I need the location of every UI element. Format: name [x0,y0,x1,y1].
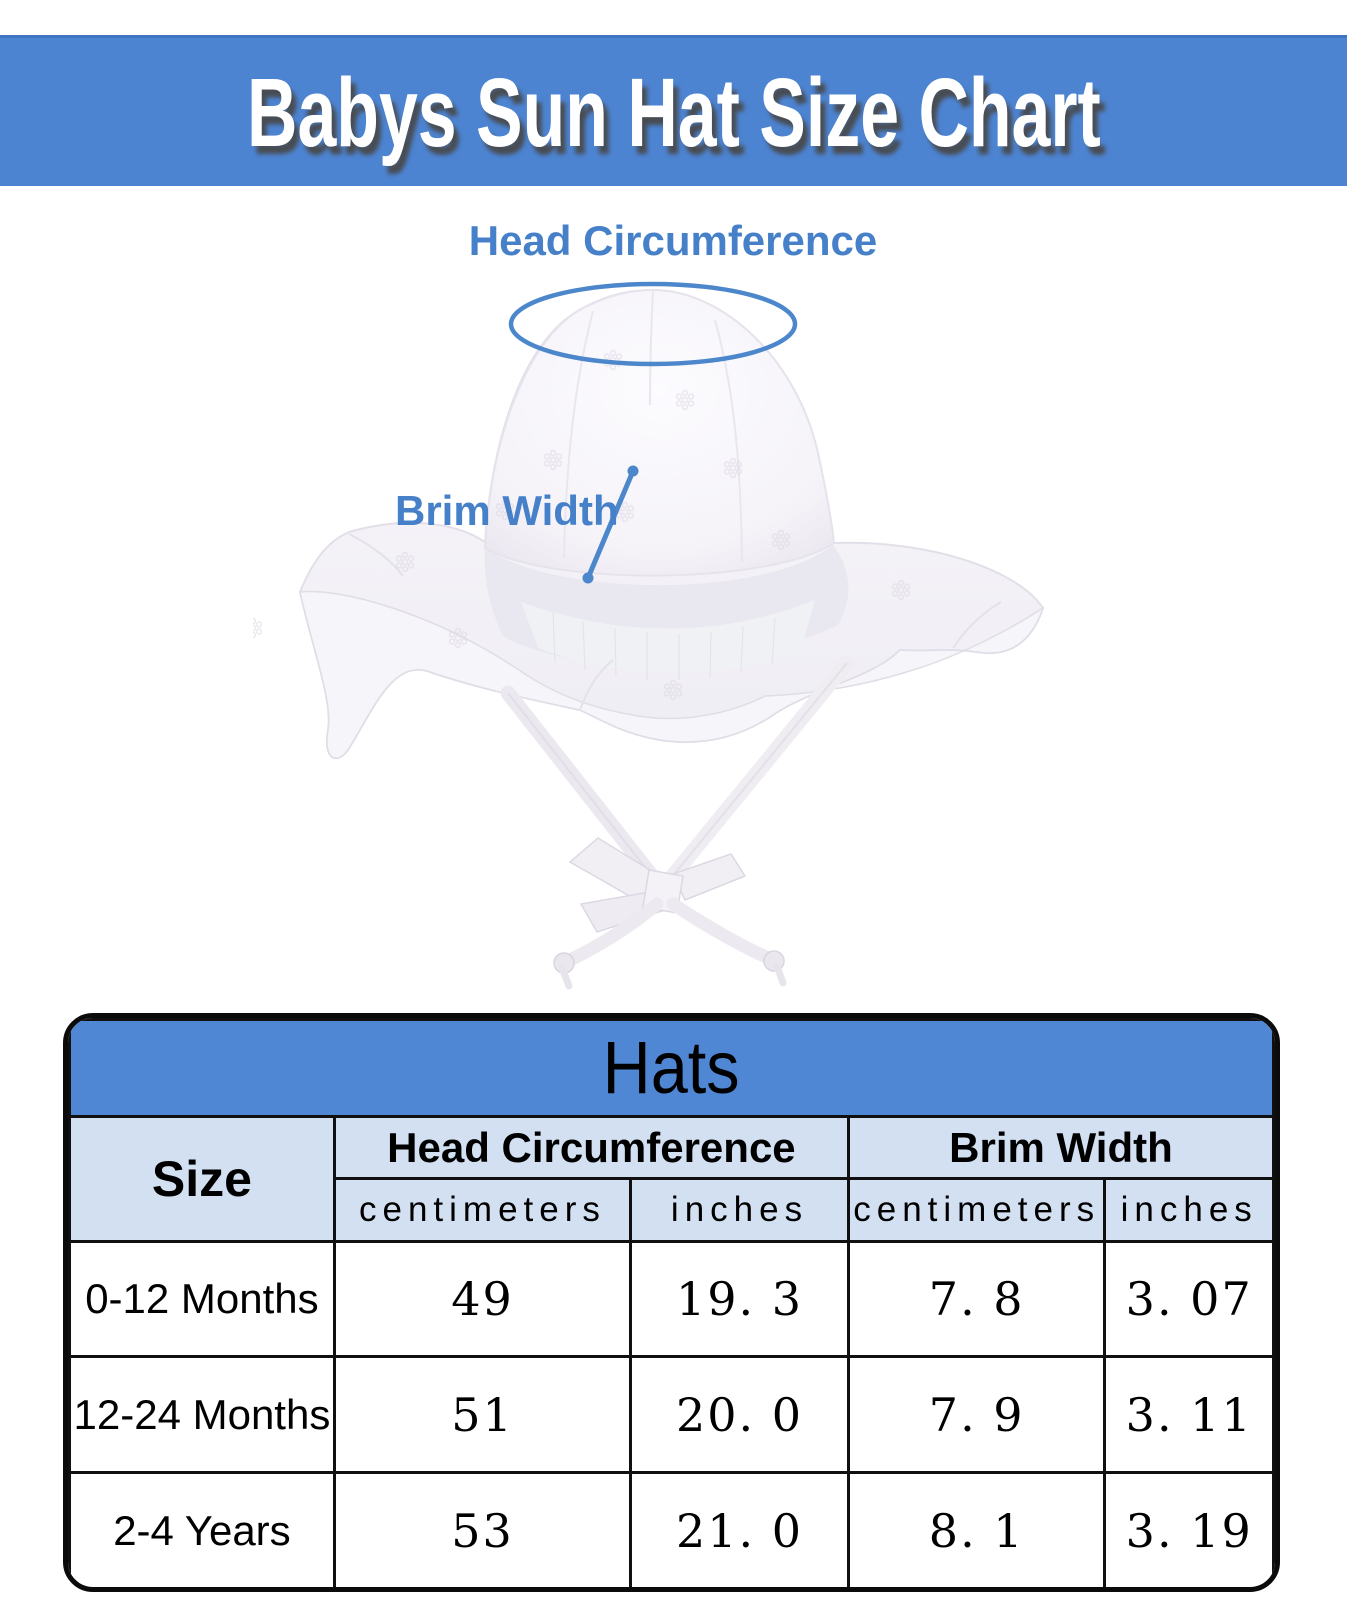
value-cell: 19. 3 [631,1242,849,1357]
value-cell: 8. 1 [848,1473,1104,1590]
value-cell: 53 [334,1473,630,1590]
head-circumference-header-cell: Head Circumference [334,1117,848,1179]
value-cell: 7. 8 [848,1242,1104,1357]
value-cell: 3. 11 [1105,1357,1274,1473]
unit-header-cell: centimeters [848,1179,1104,1242]
size-table-container [63,1013,1280,1592]
unit-header-cell: inches [1105,1179,1274,1242]
table-row [70,1473,1274,1590]
value-cell: 21. 0 [631,1473,849,1590]
hat-figure [253,210,1093,1000]
title-banner [0,35,1347,186]
brim-width-label: Brim Width [395,487,619,534]
table-title-cell [70,1020,1274,1117]
head-circumference-label: Head Circumference [468,217,878,264]
size-header-cell: Size [70,1117,335,1242]
value-cell: 3. 07 [1105,1242,1274,1357]
value-cell: 49 [334,1242,630,1357]
value-cell: 7. 9 [848,1357,1104,1473]
table-row [70,1242,1274,1357]
size-cell: 12-24 Months [70,1357,335,1473]
sun-hat-illustration [253,210,1093,1000]
size-table [68,1018,1275,1591]
value-cell: 3. 19 [1105,1473,1274,1590]
unit-header-cell: centimeters [334,1179,630,1242]
value-cell: 20. 0 [631,1357,849,1473]
page-title: Babys Sun Hat Size Chart [246,57,1101,167]
strap-bow [570,838,745,932]
size-cell: 2-4 Years [70,1473,335,1590]
table-title: Hats [603,1026,740,1109]
brim-width-header-cell: Brim Width [848,1117,1273,1179]
size-cell: 0-12 Months [70,1242,335,1357]
value-cell: 51 [334,1357,630,1473]
table-row [70,1357,1274,1473]
unit-header-cell: inches [631,1179,849,1242]
